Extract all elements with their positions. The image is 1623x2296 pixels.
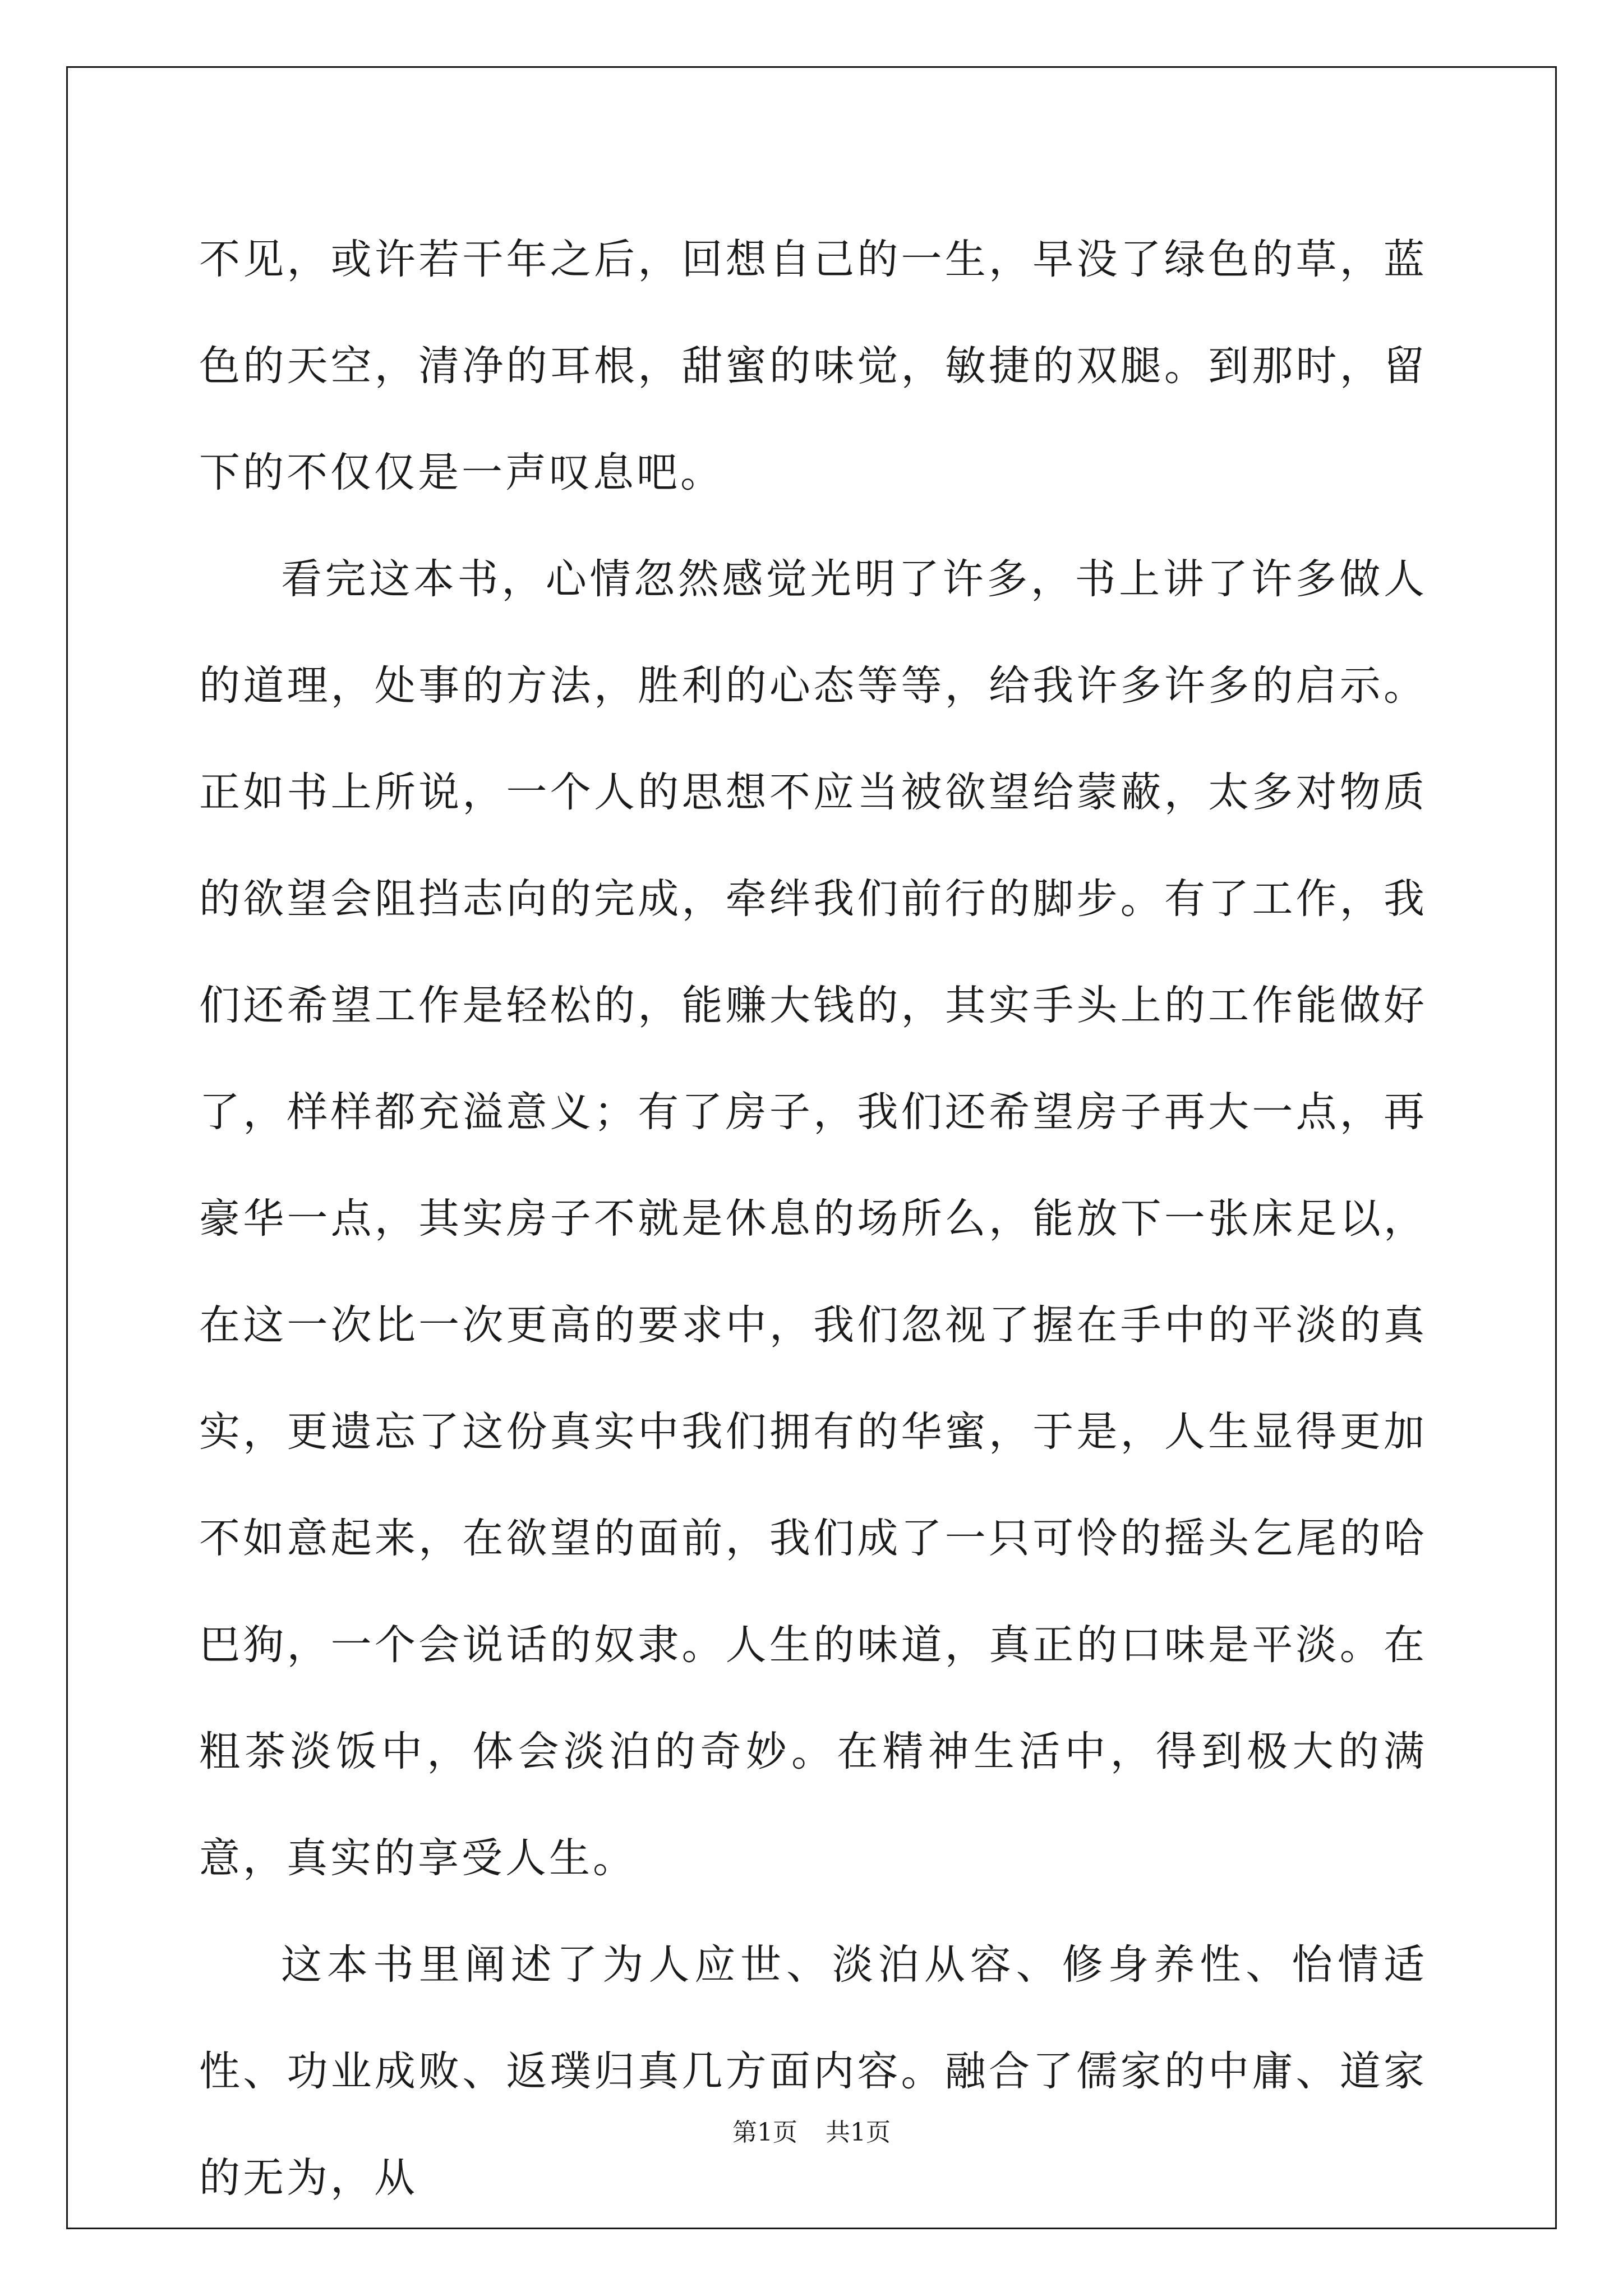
page-total: 共1页 — [826, 2118, 891, 2147]
paragraph-3: 这本书里阐述了为人应世、淡泊从容、修身养性、怡情适性、功业成败、返璞归真几方面内容。融合了儒家的中庸、道家的无为，从 — [199, 1941, 1427, 2202]
paragraph-1: 不见，或许若干年之后，回想自己的一生，早没了绿色的草，蓝色的天空，清净的耳根，甜蜜的味觉，敏捷的双腿。到那时，留下的不仅仅是一声叹息吧。 — [199, 236, 1427, 496]
page-footer — [0, 2116, 1623, 2150]
document-body — [199, 206, 1427, 2231]
paragraph-2: 看完这本书，心情忽然感觉光明了许多，书上讲了许多做人的道理，处事的方法，胜利的心态等等，给我许多许多的启示。正如书上所说，一个人的思想不应当被欲望给蒙蔽，太多对物质的欲望会阻挡志向的完成，牵绊我们前行的脚步。有了工作，我们还希望工作是轻松的，能赚大钱的，其实手头上的工作能做好了，样样都充溢意义；有了房子，我们还希望房子再大一点，再豪华一点，其实房子不就是休息的场所么，能放下一张床足以，在这一次比一次更高的要求中，我们忽视了握在手中的平淡的真实，更遗忘了这份真实中我们拥有的华蜜，于是，人生显得更加不如意起来，在欲望的面前，我们成了一只可怜的摇头乞尾的哈巴狗，一个会说话的奴隶。人生的味道，真正的口味是平淡。在粗茶淡饭中，体会淡泊的奇妙。在精神生活中，得到极大的满意，真实的享受人生。 — [199, 555, 1427, 1882]
page-number: 第1页 — [732, 2118, 797, 2147]
